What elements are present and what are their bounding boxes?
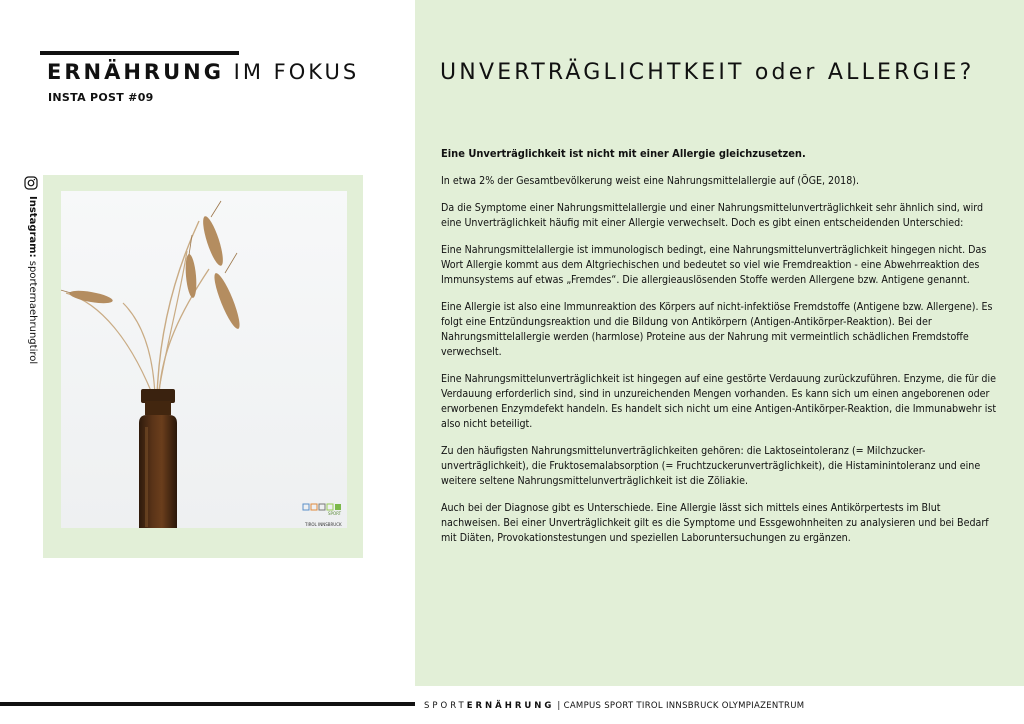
top-rule xyxy=(40,51,239,55)
article-paragraph: Eine Nahrungsmittelunverträglichkeit ist hingegen auf eine gestörte Verdauung zurückzuführen. Enzyme, die für die Verdauung erforderlich sind, sind in unzureichenden Mengen vorhanden. Es kann sich um einen angeborenen oder erworbenen Enzymdefekt handeln. Es handelt sich nicht um eine Antigen-Antikörper-Reaktion, die Immunabwehr ist also nicht beteiligt. xyxy=(441,373,997,430)
campus-sport-logo xyxy=(302,502,346,528)
instagram-text xyxy=(27,196,38,364)
brand-heading xyxy=(47,60,359,84)
wheat-bottle-illustration xyxy=(61,191,347,528)
instagram-label: Instagram: xyxy=(27,196,38,258)
article-paragraph: Da die Symptome einer Nahrungsmittelallergie und einer Nahrungsmittelunverträglichkeit sehr ähnlich sind, wird eine Unverträglichkeit häufig mit einer Allergie verwechselt. Doch es gibt einen entscheidenden Unterschied: xyxy=(441,202,984,229)
post-label: INSTA POST #09 xyxy=(48,91,154,104)
footer xyxy=(424,701,804,711)
article-body xyxy=(441,146,997,558)
instagram-handle[interactable] xyxy=(18,176,44,376)
wheat-in-bottle-photo xyxy=(61,191,347,528)
footer-campus: | CAMPUS SPORT TIROL INNSBRUCK OLYMPIAZENTRUM xyxy=(557,701,805,711)
article-lead: Eine Unverträglichkeit ist nicht mit einer Allergie gleichzusetzen. xyxy=(441,147,806,160)
instagram-handle-text: sporternaehrungtirol xyxy=(27,260,38,365)
footer-ernaehrung: ERNÄHRUNG xyxy=(466,701,555,711)
article-paragraph: Zu den häufigsten Nahrungsmittelunverträglichkeiten gehören: die Laktoseintoleranz (= Milchzucker-unverträglichkeit), die Fruktosemalabsorption (= Fruchtzuckerunverträglichkeit), die Histaminintoleranz und eine weitere seltene Nahrungsmittelunverträglichkeit ist die Zöliakie. xyxy=(441,445,981,487)
bottom-rule xyxy=(0,702,415,706)
brand-light: IM FOKUS xyxy=(233,60,360,84)
article-paragraph: Eine Allergie ist also eine Immunreaktion des Körpers auf nicht-infektiöse Fremdstoffe (Antigene bzw. Allergene). Es folgt eine Entzündungsreaktion und die Bildung von Antikörpern (Antigen-Antikörper-Reaktion). Bei der Nahrungsmittelallergie werden (harmlose) Proteine aus der Nahrung mit vermeintlich schädlichen Fremdstoffe verwechselt. xyxy=(441,301,993,358)
logo-line1: SPORT xyxy=(328,511,342,516)
page-title: UNVERTRÄGLICHTKEIT oder ALLERGIE? xyxy=(440,60,975,85)
article-paragraph: In etwa 2% der Gesamtbevölkerung weist eine Nahrungsmittelallergie auf (ÖGE, 2018). xyxy=(441,175,860,187)
logo-line2: TIROL INNSBRUCK xyxy=(305,522,342,527)
instagram-icon xyxy=(24,176,38,190)
article-paragraph: Eine Nahrungsmittelallergie ist immunologisch bedingt, eine Nahrungsmittelunverträglichkeit hingegen nicht. Das Wort Allergie kommt aus dem Altgriechischen und bedeutet so viel wie Fremdreaktion - eine Abwehrreaktion des Immunsystems auf etwas „Fremdes“. Die allergieauslösenden Stoffe werden Allergene bzw. Antigene genannt. xyxy=(441,244,987,286)
brand-strong: ERNÄHRUNG xyxy=(47,60,224,84)
article-paragraph: Auch bei der Diagnose gibt es Unterschiede. Eine Allergie lässt sich mittels eines Antikörpertests im Blut nachweisen. Bei einer Unverträglichkeit gilt es die Symptome und Essgewohnheiten zu analysieren und bei Bedarf mit Diäten, Provokationstestungen und speziellen Laboruntersuchungen zu ergänzen. xyxy=(441,502,989,544)
footer-sport: SPORT xyxy=(424,701,467,711)
